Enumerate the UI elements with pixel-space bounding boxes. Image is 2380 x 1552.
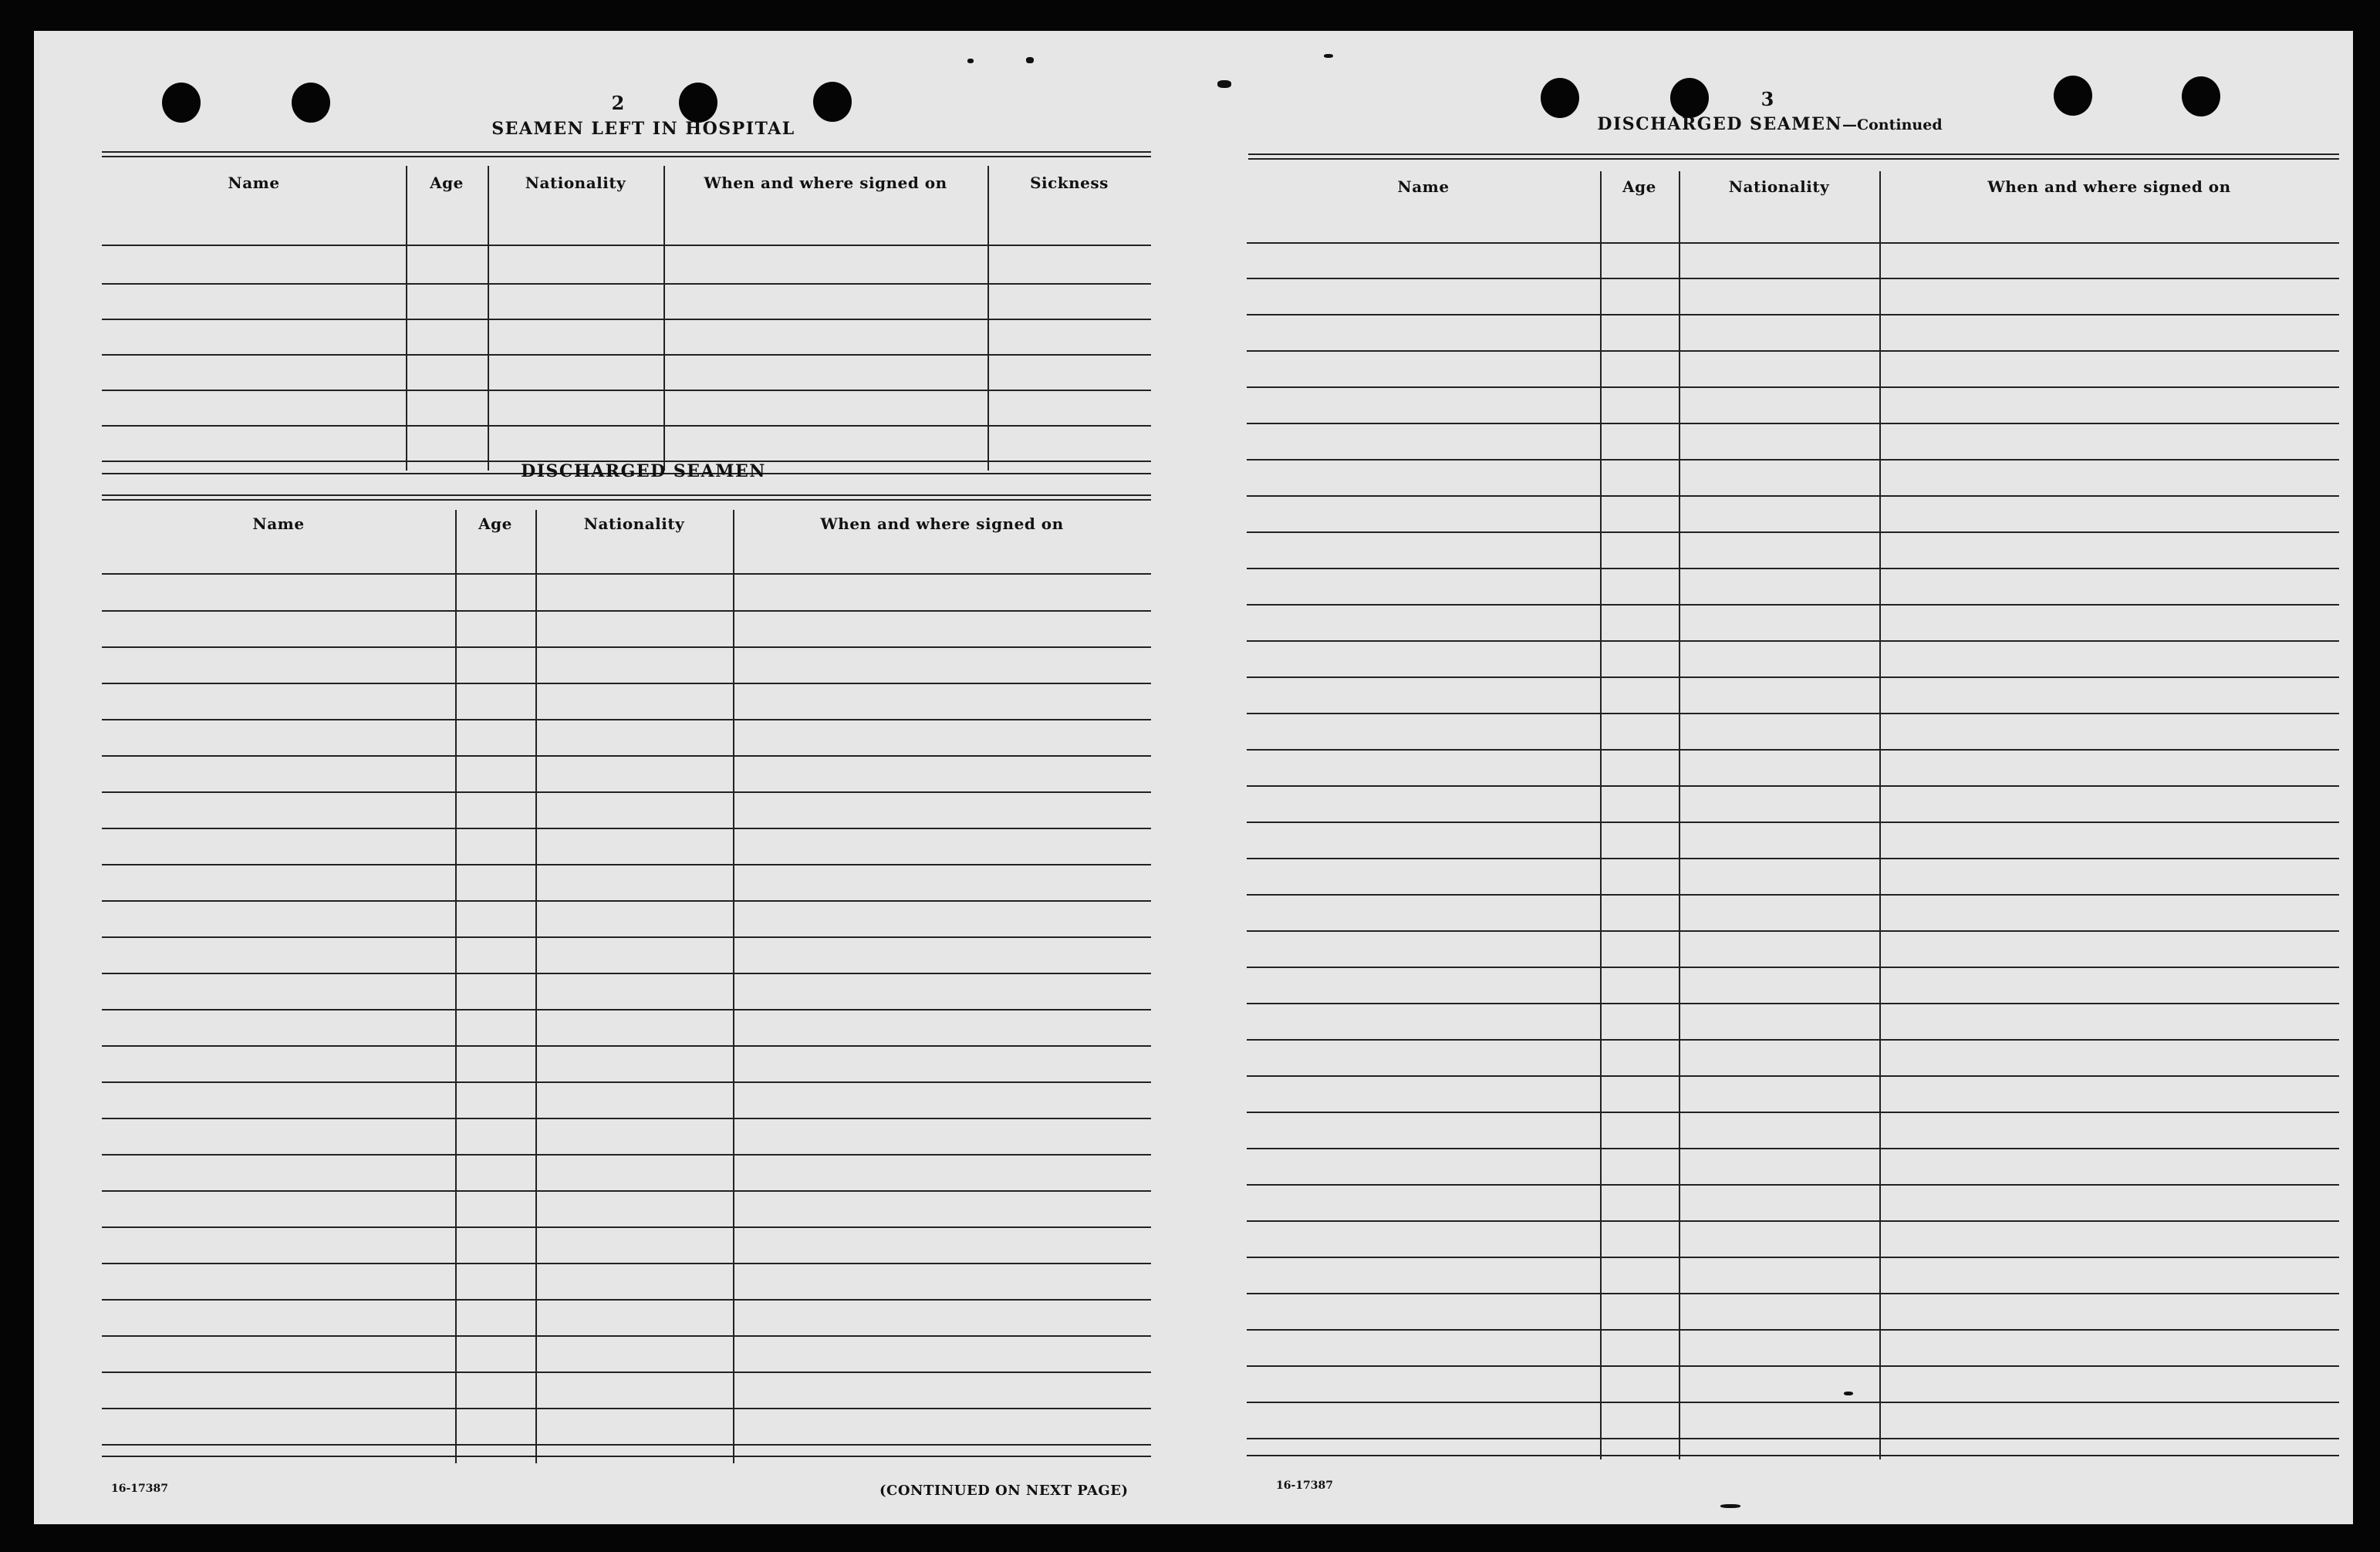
right-page [1191,31,2353,1524]
entry-line [1247,314,2339,315]
column-header-name: Name [252,515,305,533]
entry-line [102,1335,1151,1337]
entry-line [1247,423,2339,424]
entry-line [1247,713,2339,714]
entry-line [1247,278,2339,279]
entry-line [102,610,1151,612]
entry-line [1247,822,2339,823]
entry-line [102,319,1151,320]
entry-line [1247,1293,2339,1294]
entry-line [102,1444,1151,1446]
column-header-name: Name [1397,177,1450,196]
entry-line [102,1045,1151,1047]
column-divider [1679,171,1680,1459]
entry-line [102,719,1151,720]
scanned-form-sheet [34,31,2353,1524]
column-header-name: Name [228,174,280,192]
entry-line [1247,1365,2339,1367]
entry-line [102,864,1151,865]
section-rule [102,151,1151,157]
header-rule [102,573,1151,575]
continued-note: (CONTINUED ON NEXT PAGE) [879,1483,1129,1499]
entry-line [1247,386,2339,388]
entry-line [1247,967,2339,968]
column-header-age: Age [430,174,464,192]
column-header-signed-on: When and where signed on [704,174,947,192]
entry-line [102,1299,1151,1301]
header-rule [102,245,1151,246]
entry-line [1247,930,2339,932]
entry-line [102,936,1151,938]
section-title-text: DISCHARGED SEAMEN [1597,114,1843,134]
column-divider [1879,171,1881,1459]
section-title-suffix: —Continued [1842,116,1943,133]
entry-line [1247,785,2339,787]
hospital-section-title: SEAMEN LEFT IN HOSPITAL [491,119,795,139]
entry-line [1247,568,2339,569]
entry-line [102,791,1151,793]
entry-line [1247,676,2339,678]
column-divider [733,510,734,1463]
entry-line [1247,1329,2339,1331]
entry-line [102,283,1151,285]
entry-line [102,683,1151,684]
entry-line [102,1190,1151,1192]
left-page [34,31,1191,1524]
discharged-section-title: DISCHARGED SEAMEN [521,461,766,481]
entry-line [102,1408,1151,1409]
entry-line [1247,495,2339,497]
entry-line [102,828,1151,829]
entry-line [1247,749,2339,751]
entry-line [102,646,1151,648]
page-number: 3 [1761,88,1774,110]
table-bottom-rule [1247,1455,2339,1456]
entry-line [1247,1184,2339,1186]
table-bottom-rule [102,1456,1151,1457]
discharged-continued-title [1484,114,2055,134]
entry-line [1247,1438,2339,1439]
entry-line [102,1009,1151,1010]
entry-line [102,1371,1151,1373]
column-header-nationality: Nationality [1728,177,1830,196]
entry-line [1247,640,2339,642]
entry-line [1247,531,2339,533]
entry-line [1247,1003,2339,1004]
hospital-table [102,174,1151,474]
form-number: 16-17387 [1276,1479,1333,1492]
entry-line [102,1154,1151,1156]
entry-line [102,1081,1151,1083]
entry-line [1247,1148,2339,1149]
column-header-nationality: Nationality [583,515,685,533]
entry-line [1247,1075,2339,1077]
page-number: 2 [611,92,625,114]
column-header-nationality: Nationality [525,174,626,192]
entry-line [1247,459,2339,461]
entry-line [1247,894,2339,896]
entry-line [102,900,1151,902]
column-header-signed-on: When and where signed on [1987,177,2231,196]
entry-line [1247,604,2339,606]
entry-line [102,354,1151,356]
entry-line [102,1226,1151,1228]
section-rule [1248,154,2339,160]
column-divider [455,510,457,1463]
entry-line [1247,1039,2339,1041]
form-number: 16-17387 [111,1483,168,1495]
entry-line [102,425,1151,427]
column-header-sickness: Sickness [1030,174,1109,192]
entry-line [102,973,1151,974]
column-divider [1600,171,1602,1459]
entry-line [102,1118,1151,1119]
header-rule [1247,242,2339,244]
column-divider [535,510,537,1463]
entry-line [102,1263,1151,1264]
column-header-age: Age [478,515,512,533]
discharged-continued-table [1247,177,2339,1473]
entry-line [1247,858,2339,859]
entry-line [1247,1112,2339,1113]
column-header-age: Age [1622,177,1656,196]
entry-line [1247,1402,2339,1403]
entry-line [102,390,1151,391]
section-rule [102,494,1151,501]
discharged-table [102,515,1151,1469]
entry-line [1247,350,2339,352]
entry-line [102,755,1151,757]
entry-line [1247,1257,2339,1258]
column-header-signed-on: When and where signed on [820,515,1064,533]
entry-line [1247,1220,2339,1222]
